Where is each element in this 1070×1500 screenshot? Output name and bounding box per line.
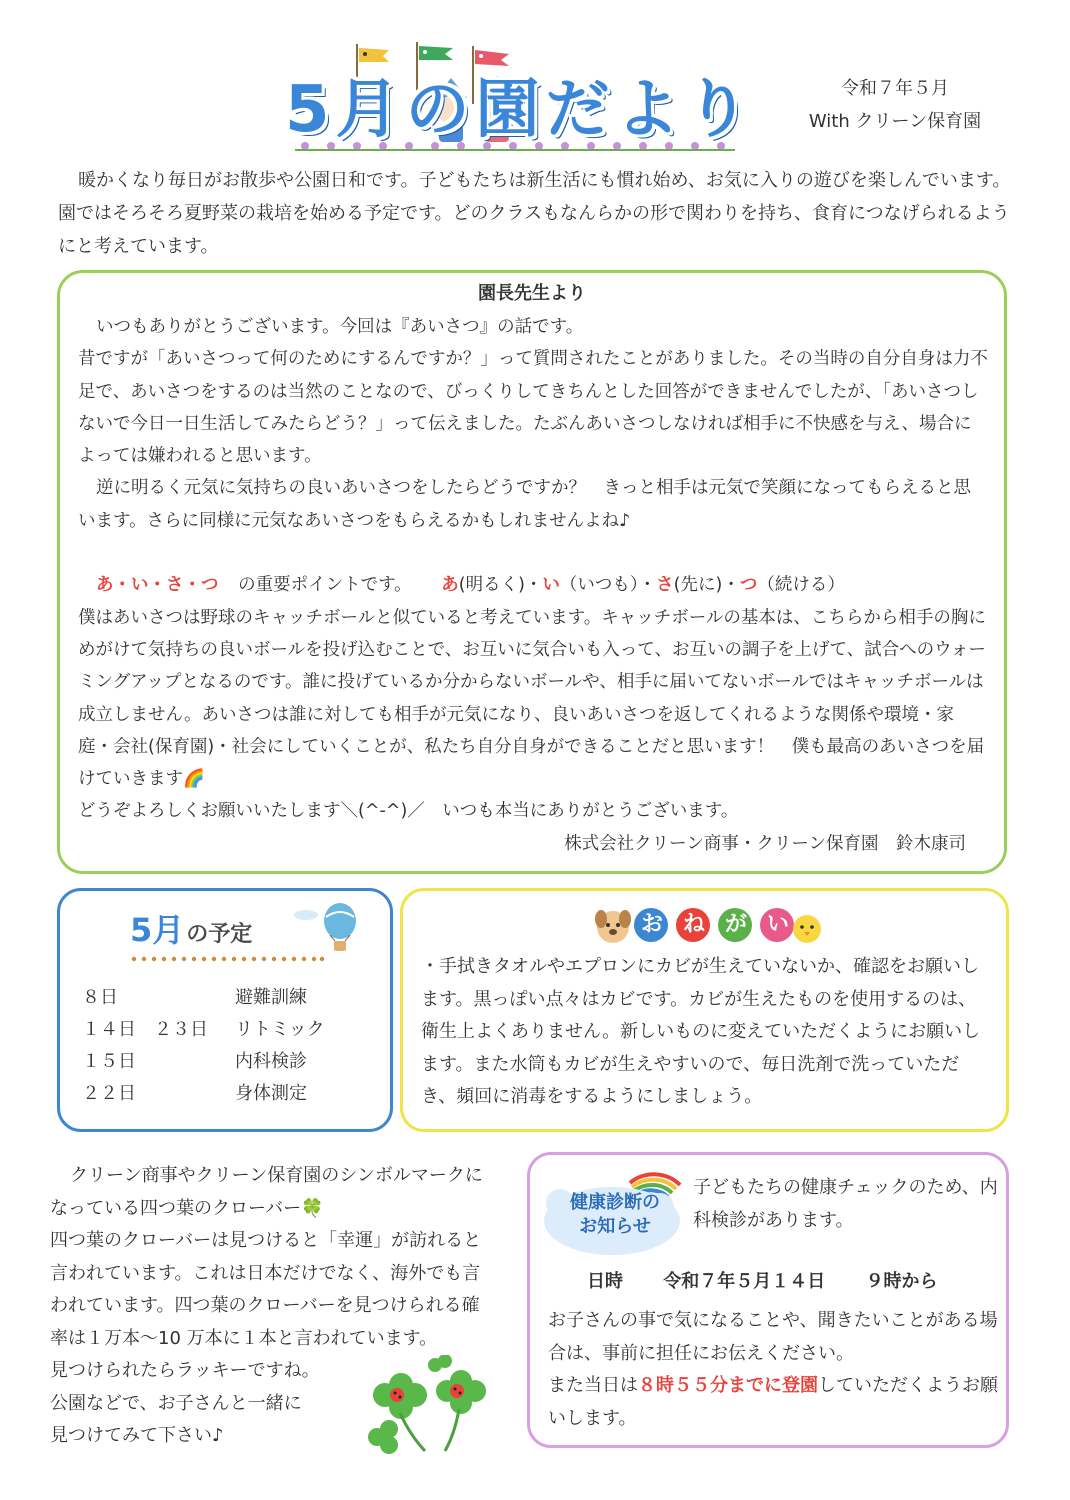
newsletter-title: 5月の園だより	[285, 73, 756, 147]
director-paragraph: 昔ですが「あいさつって何のためにするんですか？」って質問されたことがありました。その当時の自分自身は力不足で、あいさつをするのは当然のことなので、びっくりしてきちんとした回答ができませんでしたが、「あいさつしないで今日一日生活してみたらどう？」って伝えました。たぶんあいさつしなければ相手に不快感を与え、場合によっては嫌われると思います。	[78, 349, 988, 467]
health-paragraph	[548, 1370, 998, 1435]
hot-air-balloon-icon	[290, 901, 360, 955]
health-check-box	[527, 1152, 1009, 1448]
schedule-item	[82, 1015, 362, 1045]
clover-line: われています。四つ葉のクローバーを見つけられる確	[50, 1295, 480, 1316]
director-signature: 株式会社クリーン商事・クリーン保育園 鈴木康司	[564, 833, 966, 854]
clover-line: 四つ葉のクローバーは見つけると「幸運」が訪れると	[50, 1230, 482, 1251]
clover-line: なっている四つ葉のクローバー🍀	[50, 1197, 324, 1219]
key-text-tsu: （続ける）	[757, 575, 845, 596]
clover-line: 公園などで、お子さんと一緒に	[50, 1392, 302, 1414]
schedule-item	[82, 1047, 362, 1077]
clover-line: 見つけてみて下さい♪	[50, 1425, 224, 1446]
aisatsu-key-points	[78, 569, 988, 601]
dotted-divider-icon	[130, 955, 326, 963]
schedule-item	[82, 983, 362, 1013]
header-meta	[790, 72, 1000, 138]
health-date-label: 日時	[587, 1271, 623, 1292]
clover-ladybug-icon	[355, 1355, 490, 1455]
schedule-event: リトミック	[235, 1019, 325, 1040]
schedule-date: １５日	[82, 1051, 136, 1072]
clover-line: クリーン商事やクリーン保育園のシンボルマークに	[70, 1165, 483, 1186]
health-time-value: ９時から	[865, 1271, 938, 1292]
key-letter-a: あ	[441, 575, 459, 596]
clover-line: 率は１万本～10 万本に１本と言われています。	[50, 1327, 438, 1349]
schedule-date: １４日 ２３日	[82, 1019, 208, 1040]
schedule-event: 避難訓練	[235, 987, 307, 1008]
clover-line: 言われています。これは日本だけでなく、海外でも言	[50, 1262, 481, 1284]
schedule-event: 身体測定	[235, 1083, 307, 1104]
issue-date: 令和７年５月	[841, 78, 949, 99]
health-date-value: 令和７年５月１４日	[663, 1271, 826, 1292]
clover-line: 見つけられたらラッキーですね。	[50, 1360, 320, 1381]
schedule-event: 内科検診	[235, 1051, 307, 1072]
onegai-char: お	[640, 912, 663, 937]
director-paragraph: いつもありがとうございます。今回は『あいさつ』の話です。	[96, 317, 584, 337]
health-body	[548, 1305, 998, 1435]
onegai-char: が	[724, 912, 747, 937]
onegai-char: ね	[682, 912, 705, 937]
key-letter-i: い	[542, 575, 560, 596]
health-body2-pre: また当日は	[548, 1375, 638, 1396]
key-letter-sa: さ	[656, 575, 674, 596]
schedule-title-month: 5月	[130, 911, 185, 949]
health-paragraph: お子さんの事で気になることや、聞きたいことがある場合は、事前に担任にお伝えください。	[548, 1310, 998, 1364]
schedule-title-suffix: の予定	[186, 922, 253, 947]
organization-name: With クリーン保育園	[808, 111, 982, 132]
key-text-i: （いつも）・	[559, 575, 657, 596]
key-text-a: (明るく)・	[458, 575, 543, 596]
schedule-date: ２２日	[82, 1083, 136, 1104]
blank-line	[78, 537, 988, 569]
key-text-sa: (先に)・	[673, 575, 740, 596]
arrival-deadline: ８時５５分までに登園	[638, 1375, 818, 1396]
health-body2-post: していただくようお願いします。	[548, 1375, 998, 1429]
director-message-box	[57, 270, 1007, 874]
chick-face-icon	[793, 915, 821, 943]
schedule-item	[82, 1079, 362, 1109]
director-paragraph: どうぞよろしくお願いいたします＼(^-^)／ いつも本当にありがとうございます。	[78, 801, 739, 822]
intro-paragraph: 暖かくなり毎日がお散歩や公園日和です。子どもたちは新生活にも慣れ始め、お気に入りの遊びを楽しんでいます。園ではそろそろ夏野菜の栽培を始める予定です。どのクラスもなんらかの形で関わりを持ち、食育につなげられるようにと考えています。	[58, 170, 1011, 257]
health-intro: 子どもたちの健康チェックのため、内科検診があります。	[693, 1177, 998, 1231]
newsletter-title-banner	[285, 38, 755, 156]
director-paragraph: 僕はあいさつは野球のキャッチボールと似ていると考えています。キャッチボールの基本は、こちらから相手の胸にめがけて気持ちの良いボールを投げ込むことで、お互いに気合いも入って、お互いの調子を上げて、試合へのウォーミングアップとなるのです。誰に投げているか分からないボールや、相手に届いてないボールではキャッチボールは成立しません。あいさつは誰に対しても相手が元気になり、良いあいさつを返してくれるような関係や環境・家庭・会社(保育園)・社会にしていくことが、私たち自分自身ができることだと思います！ 僕も最高のあいさつを届けていきます🌈	[78, 607, 986, 790]
schedule-date: ８日	[82, 987, 118, 1008]
aisatsu-heading-suffix: の重要ポイントです。	[238, 575, 412, 596]
director-message-title: 園長先生より	[478, 283, 586, 304]
health-badge-line1: 健康診断の	[570, 1192, 660, 1213]
dog-face-icon	[595, 910, 631, 943]
schedule-box	[57, 888, 393, 1132]
aisatsu-heading: あ・い・さ・つ	[96, 575, 219, 596]
onegai-char: い	[766, 912, 789, 937]
health-badge-line2: お知らせ	[579, 1216, 651, 1237]
key-letter-tsu: つ	[739, 575, 758, 596]
onegai-body: ・手拭きタオルやエプロンにカビが生えていないか、確認をお願いします。黒っぽい点々はカビです。カビが生えたものを使用するのは、衛生上よくありません。新しいものに変えていただくようにお願いします。また水筒もカビが生えやすいので、毎日洗剤で洗っていただき、頻回に消毒をするようにしましょう。	[421, 956, 981, 1107]
director-message-body	[78, 311, 988, 860]
health-date-line	[587, 1267, 1007, 1293]
director-paragraph: 逆に明るく元気に気持ちの良いあいさつをしたらどうですか？ きっと相手は元気で笑顔になってもらえると思います。さらに同様に元気なあいさつをもらえるかもしれませんよね♪	[78, 478, 971, 531]
onegai-request-box	[400, 888, 1009, 1132]
